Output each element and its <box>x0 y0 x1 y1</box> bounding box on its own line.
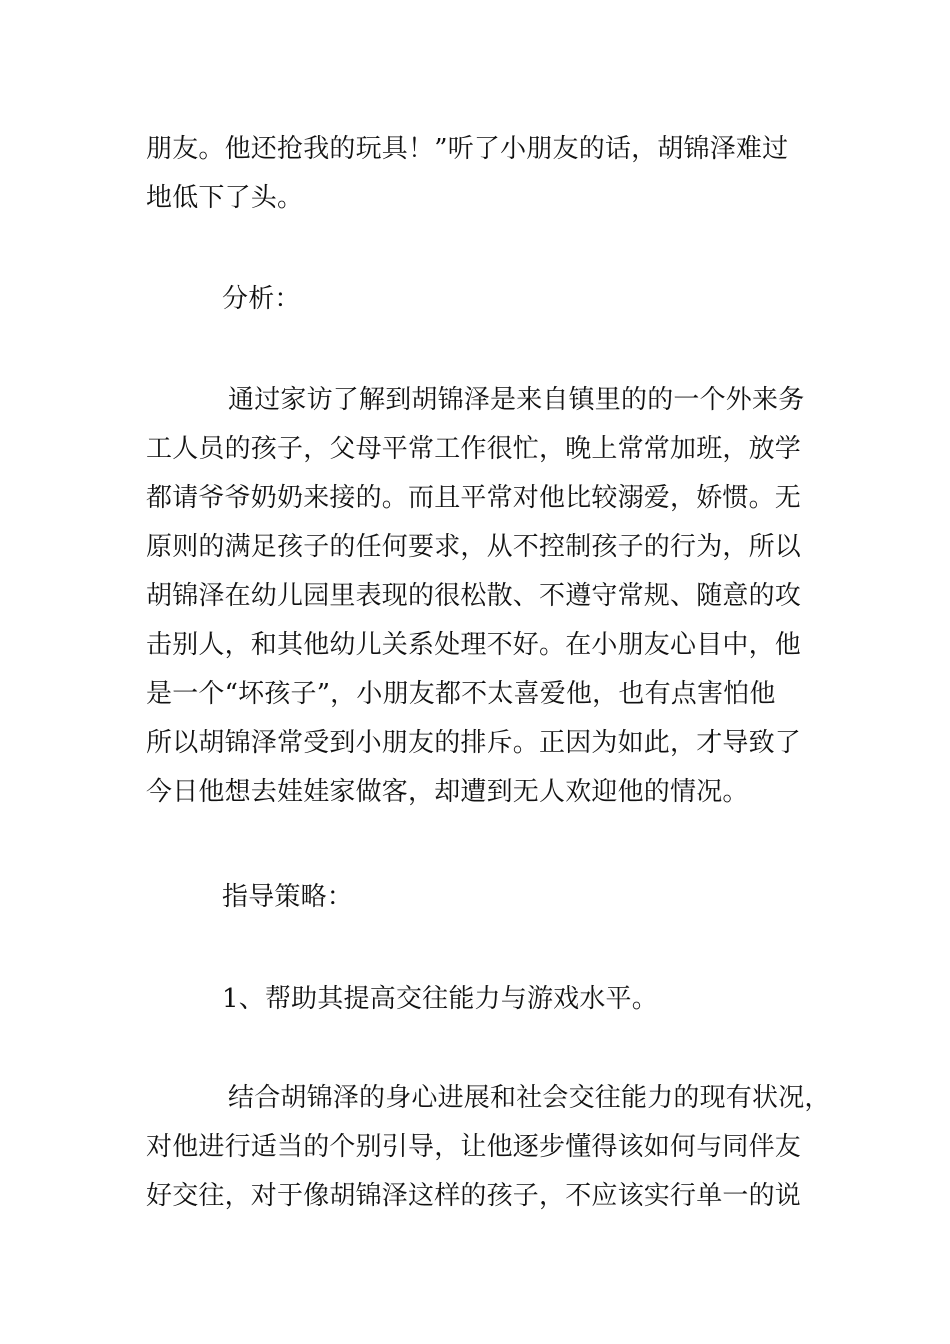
analysis-heading-block <box>146 275 836 324</box>
paragraph-line: 都请爷爷奶奶来接的。而且平常对他比较溺爱，娇惯。无 <box>146 483 802 513</box>
strategy-heading: 指导策略： <box>222 882 354 912</box>
analysis-heading: 分析： <box>222 284 301 314</box>
paragraph-line: 结合胡锦泽的身心进展和社会交往能力的现有状况， <box>228 1083 831 1113</box>
item1-heading: 1、帮助其提高交往能力与游戏水平。 <box>222 984 658 1014</box>
paragraph-line: 所以胡锦泽常受到小朋友的排斥。正因为如此，才导致了 <box>146 728 802 758</box>
paragraph-line: 通过家访了解到胡锦泽是来自镇里的的一个外来务 <box>228 385 805 415</box>
paragraph-line: 工人员的孩子，父母平常工作很忙，晚上常常加班，放学 <box>146 434 802 464</box>
paragraph-line: 对他进行适当的个别引导，让他逐步懂得该如何与同伴友 <box>146 1132 802 1162</box>
continued-paragraph <box>146 125 836 223</box>
strategy-paragraph <box>146 1074 836 1221</box>
paragraph-line: 好交往，对于像胡锦泽这样的孩子，不应该实行单一的说 <box>146 1181 802 1211</box>
paragraph-line: 朋友。他还抢我的玩具！”听了小朋友的话，胡锦泽难过 <box>146 134 789 164</box>
paragraph-line: 原则的满足孩子的任何要求，从不控制孩子的行为，所以 <box>146 532 802 562</box>
analysis-paragraph <box>146 376 836 817</box>
paragraph-line: 击别人，和其他幼儿关系处理不好。在小朋友心目中，他 <box>146 630 802 660</box>
paragraph-line: 今日他想去娃娃家做客，却遭到无人欢迎他的情况。 <box>146 777 749 807</box>
paragraph-line: 地低下了头。 <box>146 183 304 213</box>
item1-heading-block <box>146 975 836 1024</box>
paragraph-line: 胡锦泽在幼儿园里表现的很松散、不遵守常规、随意的攻 <box>146 581 802 611</box>
paragraph-line: 是一个“坏孩子”，小朋友都不太喜爱他，也有点害怕他 <box>146 679 776 709</box>
strategy-heading-block <box>146 873 836 922</box>
